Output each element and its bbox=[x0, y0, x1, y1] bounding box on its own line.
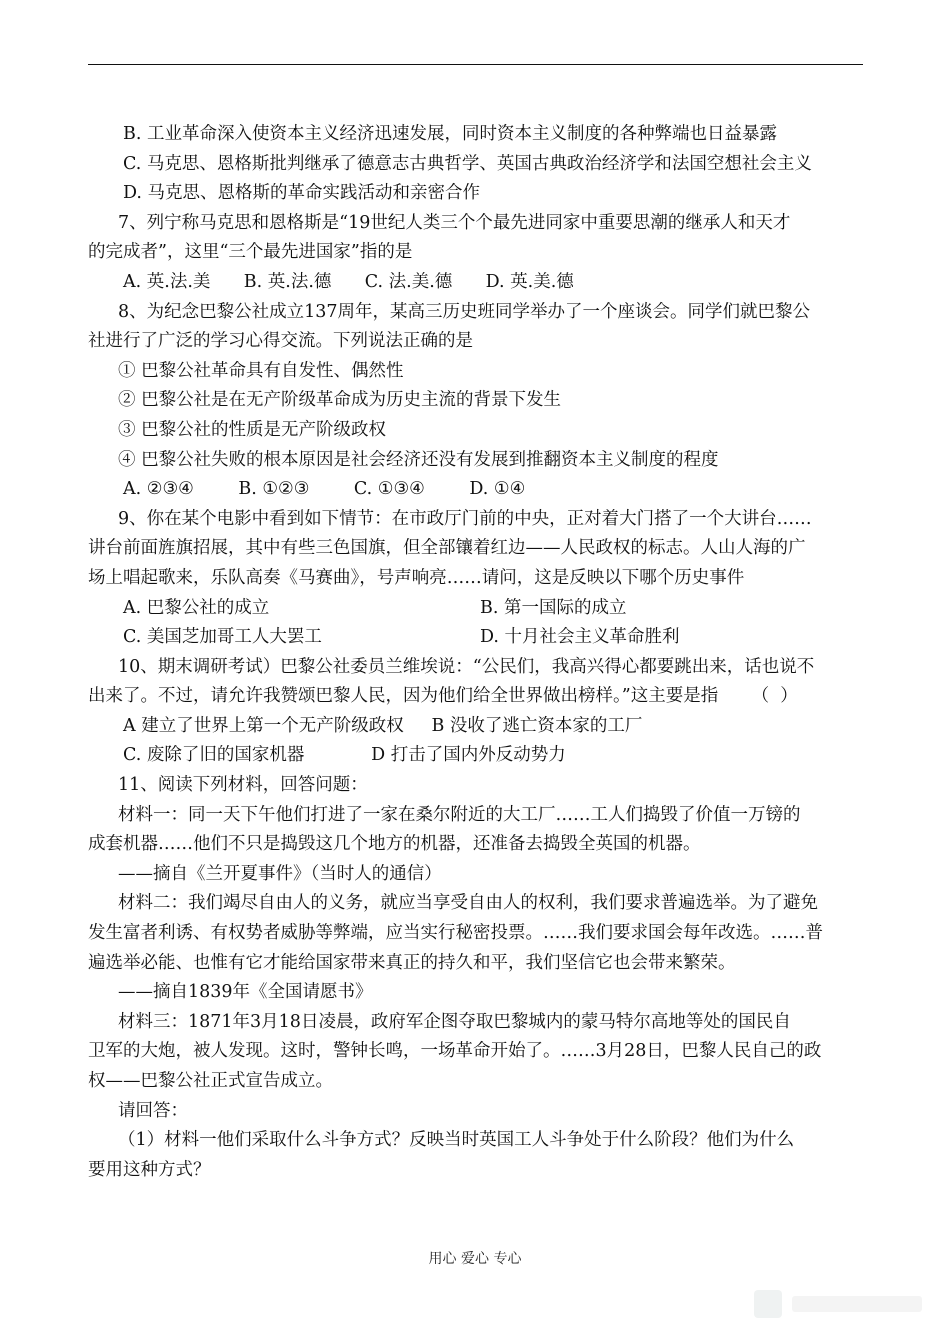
option-b: B. 工业革命深入使资本主义经济迅速发展，同时资本主义制度的各种弊端也日益暴露 bbox=[123, 124, 777, 144]
q9-option-c: C. 美国芝加哥工人大罢工 bbox=[123, 627, 322, 648]
statement-4: ④ 巴黎公社失败的根本原因是社会经济还没有发展到推翻资本主义制度的程度 bbox=[118, 449, 719, 470]
question-7: 7、列宁称马克思和恩格斯是“19世纪人类三个个最先进同家中重要思潮的继承人和天才 bbox=[118, 212, 791, 233]
question-7-options: A. 英.法.美 B. 英.法.德 C. 法.美.德 D. 英.美.德 bbox=[123, 271, 574, 292]
material-2: 材料二：我们竭尽自由人的义务，就应当享受自由人的权利，我们要求普遍选举。为了避免 bbox=[118, 893, 818, 914]
sub-question-1-cont: 要用这种方式？ bbox=[88, 1159, 211, 1180]
question-10: 10、期末调研考试）巴黎公社委员兰维埃说：“公民们，我高兴得心都要跳出来，话也说不 bbox=[118, 656, 815, 677]
q10-options-row-2: C. 废除了旧的国家机器 D 打击了国内外反动势力 bbox=[123, 745, 566, 766]
question-9-options-row-2 bbox=[88, 623, 868, 653]
q9-option-a: A. 巴黎公社的成立 bbox=[123, 597, 270, 618]
option-c: C. 马克思、恩格斯批判继承了德意志古典哲学、英国古典政治经济学和法国空想社会主义 bbox=[123, 153, 812, 174]
material-1-cont: 成套机器……他们不只是捣毁这几个地方的机器，还准备去捣毁全英国的机器。 bbox=[88, 834, 701, 855]
material-3-cont-2: 权——巴黎公社正式宣告成立。 bbox=[88, 1071, 333, 1091]
statement-1: ① 巴黎公社革命具有自发性、偶然性 bbox=[118, 360, 404, 381]
watermark-logo bbox=[752, 1284, 932, 1324]
page-body bbox=[88, 120, 868, 1185]
material-3: 材料三：1871年3月18日凌晨，政府军企图夺取巴黎城内的蒙马特尔高地等处的国民自 bbox=[118, 1011, 791, 1032]
question-8-cont: 社进行了广泛的学习心得交流。下列说法正确的是 bbox=[88, 331, 473, 352]
option-d: D. 马克思、恩格斯的革命实践活动和亲密合作 bbox=[123, 183, 481, 204]
page-footer: 用心 爱心 专心 bbox=[428, 1251, 522, 1267]
question-9-options-row-1 bbox=[88, 594, 868, 624]
q9-option-d: D. 十月社会主义革命胜利 bbox=[480, 627, 680, 648]
material-1-source: ——摘自《兰开夏事件》（当时人的通信） bbox=[118, 863, 442, 884]
material-3-cont-1: 卫军的大炮，被人发现。这时，警钟长鸣，一场革命开始了。……3月28日，巴黎人民自己的政 bbox=[88, 1041, 822, 1062]
material-2-cont-2: 遍选举必能、也惟有它才能给国家带来真正的持久和平，我们坚信它也会带来繁荣。 bbox=[88, 952, 736, 973]
header-rule bbox=[88, 64, 863, 65]
question-9-cont-1: 讲台前面旌旗招展，其中有些三色国旗，但全部镶着红边——人民政权的标志。人山人海的广 bbox=[88, 538, 806, 559]
statement-2: ② 巴黎公社是在无产阶级革命成为历史主流的背景下发生 bbox=[118, 390, 562, 411]
statement-3: ③ 巴黎公社的性质是无产阶级政权 bbox=[118, 419, 387, 440]
question-10-cont: 出来了。不过，请允许我赞颂巴黎人民，因为他们给全世界做出榜样。”这主要是指 （ ） bbox=[88, 686, 798, 707]
material-2-cont-1: 发生富者利诱、有权势者威胁等弊端，应当实行秘密投票。……我们要求国会每年改选。……普 bbox=[88, 923, 823, 944]
question-7-cont: 的完成者”，这里“三个最先进国家”指的是 bbox=[88, 242, 413, 263]
question-9: 9、你在某个电影中看到如下情节：在市政厅门前的中央，正对着大门搭了一个大讲台…… bbox=[118, 508, 812, 529]
q10-options-row-1: A 建立了世界上第一个无产阶级政权 B 没收了逃亡资本家的工厂 bbox=[123, 715, 643, 736]
question-11: 11、阅读下列材料，回答问题： bbox=[118, 775, 368, 796]
question-9-cont-2: 场上唱起歌来，乐队高奏《马赛曲》，号声响亮……请问，这是反映以下哪个历史事件 bbox=[88, 567, 745, 588]
sub-question-1: （1）材料一他们采取什么斗争方式？反映当时英国工人斗争处于什么阶段？他们为什么 bbox=[118, 1130, 795, 1151]
question-8-options: A. ②③④ B. ①②③ C. ①③④ D. ①④ bbox=[123, 479, 526, 500]
material-2-source: ——摘自1839年《全国请愿书》 bbox=[118, 982, 373, 1003]
answer-prompt: 请回答： bbox=[118, 1100, 188, 1121]
material-1: 材料一：同一天下午他们打进了一家在桑尔附近的大工厂……工人们捣毁了价值一万镑的 bbox=[118, 804, 801, 825]
question-8: 8、为纪念巴黎公社成立137周年，某高三历史班同学举办了一个座谈会。同学们就巴黎公 bbox=[118, 301, 811, 322]
q9-option-b: B. 第一国际的成立 bbox=[480, 597, 627, 618]
